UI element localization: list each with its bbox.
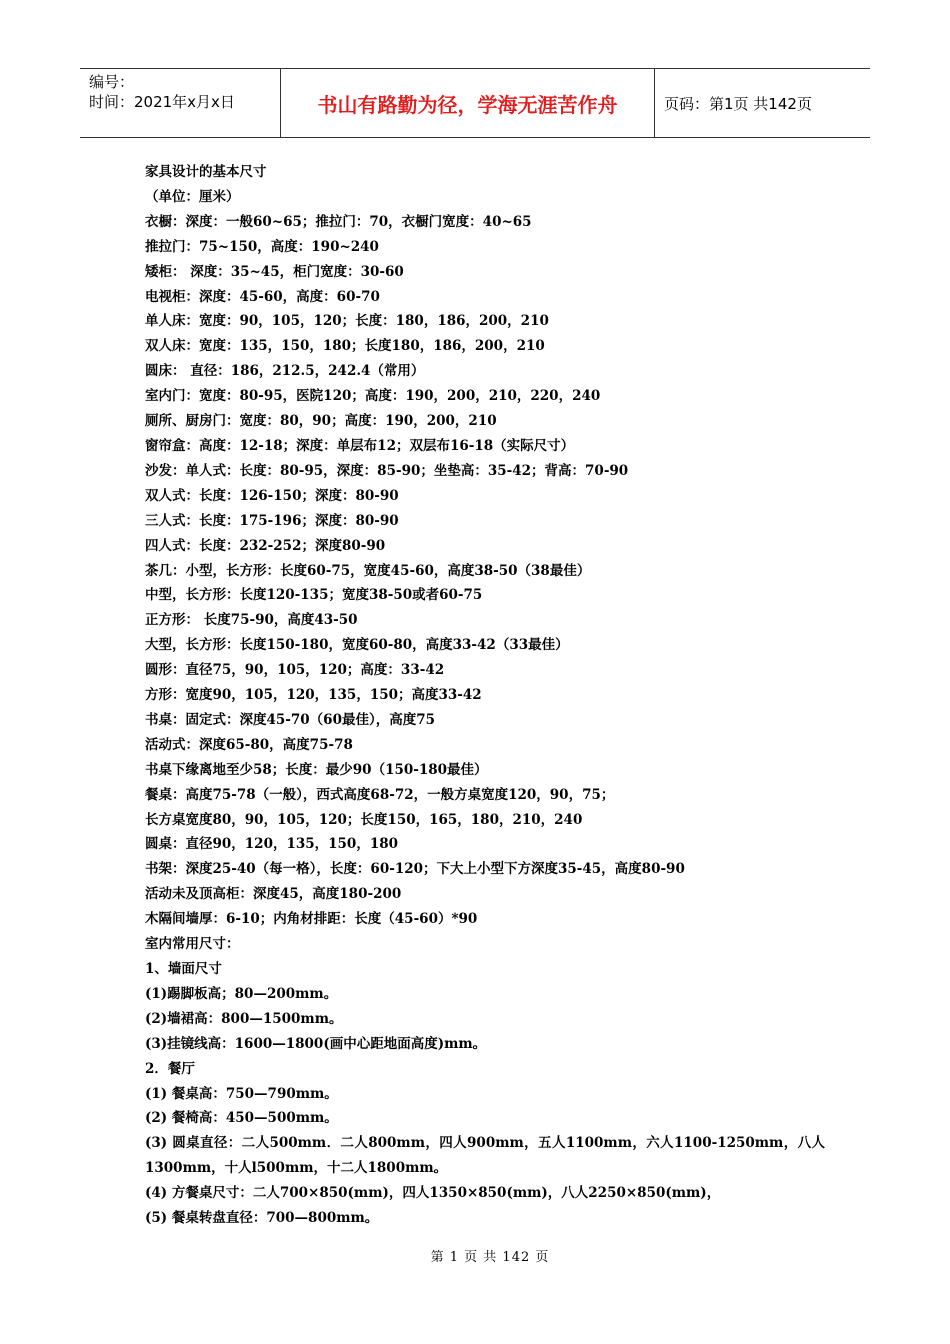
text-line: 茶几：小型，长方形：长度60-75，宽度45-60，高度38-50（38最佳）: [145, 562, 591, 579]
text-line: (2) 餐椅高：450—500mm。: [145, 1110, 338, 1127]
text-line: 衣橱：深度：一般60~65；推拉门：70，衣橱门宽度：40~65: [145, 213, 532, 230]
text-line: 四人式：长度：232-252；深度80-90: [145, 537, 386, 554]
text-line: 沙发：单人式：长度：80-95，深度：85-90；坐垫高：35-42；背高：70-90: [145, 462, 629, 479]
text-line: 木隔间墙厚：6-10；内角材排距：长度（45-60）*90: [145, 911, 478, 928]
section-heading: 1、墙面尺寸: [145, 961, 222, 977]
text-line: 中型，长方形：长度120-135；宽度38-50或者60-75: [145, 587, 483, 604]
text-line: 活动式：深度65-80，高度75-78: [145, 736, 353, 753]
document-body: [145, 160, 825, 1231]
doc-title: 家具设计的基本尺寸: [145, 164, 267, 180]
text-line: (4) 方餐桌尺寸：二人700×850(mm)，四人1350×850(mm)，八人2250×850(mm)，: [145, 1185, 721, 1202]
text-line: 书桌下缘离地至少58；长度：最少90（150-180最佳）: [145, 761, 488, 778]
header-meta: [80, 69, 281, 137]
text-line: 双人床：宽度：135，150，180；长度180，186，200，210: [145, 338, 545, 355]
text-line: (3)挂镜线高：1600—1800(画中心距地面高度)mm。: [145, 1035, 487, 1052]
document-number-label: 编号：: [89, 73, 135, 91]
text-line: 正方形： 长度75-90，高度43-50: [145, 612, 358, 629]
text-line: (1)踢脚板高；80—200mm。: [145, 985, 338, 1002]
section-heading: 2．餐厅: [145, 1060, 195, 1077]
text-line: 单人床：宽度：90，105，120；长度：180，186，200，210: [145, 313, 549, 330]
section-heading: 室内常用尺寸：: [145, 936, 240, 953]
text-line: 方形：宽度90，105，120，135，150；高度33-42: [145, 687, 482, 704]
text-line: 三人式：长度：175-196；深度：80-90: [145, 512, 399, 529]
header-page-number: 页码：第1页 共142页: [664, 94, 812, 113]
text-line: (5) 餐桌转盘直径：700—800mm。: [145, 1210, 379, 1227]
text-line: 圆形：直径75，90，105，120；高度：33-42: [145, 662, 445, 679]
text-line: 推拉门：75~150，高度：190~240: [145, 238, 379, 255]
text-line: 餐桌：高度75-78（一般），西式高度68-72，一般方桌宽度120，90，75；: [145, 786, 615, 803]
text-line: (1) 餐桌高：750—790mm。: [145, 1085, 338, 1102]
text-line: 厕所、厨房门：宽度：80，90；高度：190，200，210: [145, 413, 497, 430]
text-line: 电视柜：深度：45-60，高度：60-70: [145, 288, 380, 305]
page-header: [80, 68, 870, 138]
doc-unit: （单位：厘米）: [145, 188, 240, 205]
text-line: 书桌：固定式：深度45-70（60最佳），高度75: [145, 711, 435, 728]
text-line: 长方桌宽度80，90，105，120；长度150，165，180，210，240: [145, 811, 583, 828]
text-line: 书架：深度25-40（每一格），长度：60-120；下大上小型下方深度35-45，高度80-90: [145, 861, 685, 878]
text-line: 双人式：长度：126-150；深度：80-90: [145, 487, 399, 504]
text-line: 窗帘盒：高度：12-18；深度：单层布12；双层布16-18（实际尺寸）: [145, 437, 575, 454]
text-line: 圆床： 直径：186，212.5，242.4（常用）: [145, 363, 425, 380]
text-line: (3) 圆桌直径：二人500mm．二人800mm，四人900mm，五人1100mm，六人1100-1250mm，八人1300mm，十人l500mm，十二人1800mm。: [145, 1135, 825, 1177]
document-date-label: 时间：2021年x月x日: [89, 93, 235, 111]
text-line: 圆桌：直径90，120，135，150，180: [145, 836, 399, 853]
text-line: 活动未及顶高柜：深度45，高度180-200: [145, 886, 402, 903]
text-line: (2)墙裙高：800—1500mm。: [145, 1010, 343, 1027]
text-line: 大型，长方形：长度150-180，宽度60-80，高度33-42（33最佳）: [145, 637, 569, 654]
header-motto: 书山有路勤为径，学海无涯苦作舟: [281, 69, 655, 137]
text-line: 室内门：宽度：80-95，医院120；高度：190，200，210，220，240: [145, 388, 601, 405]
text-line: 矮柜： 深度：35~45，柜门宽度：30-60: [145, 263, 404, 280]
page-footer: 第 1 页 共 142 页: [430, 1250, 550, 1265]
